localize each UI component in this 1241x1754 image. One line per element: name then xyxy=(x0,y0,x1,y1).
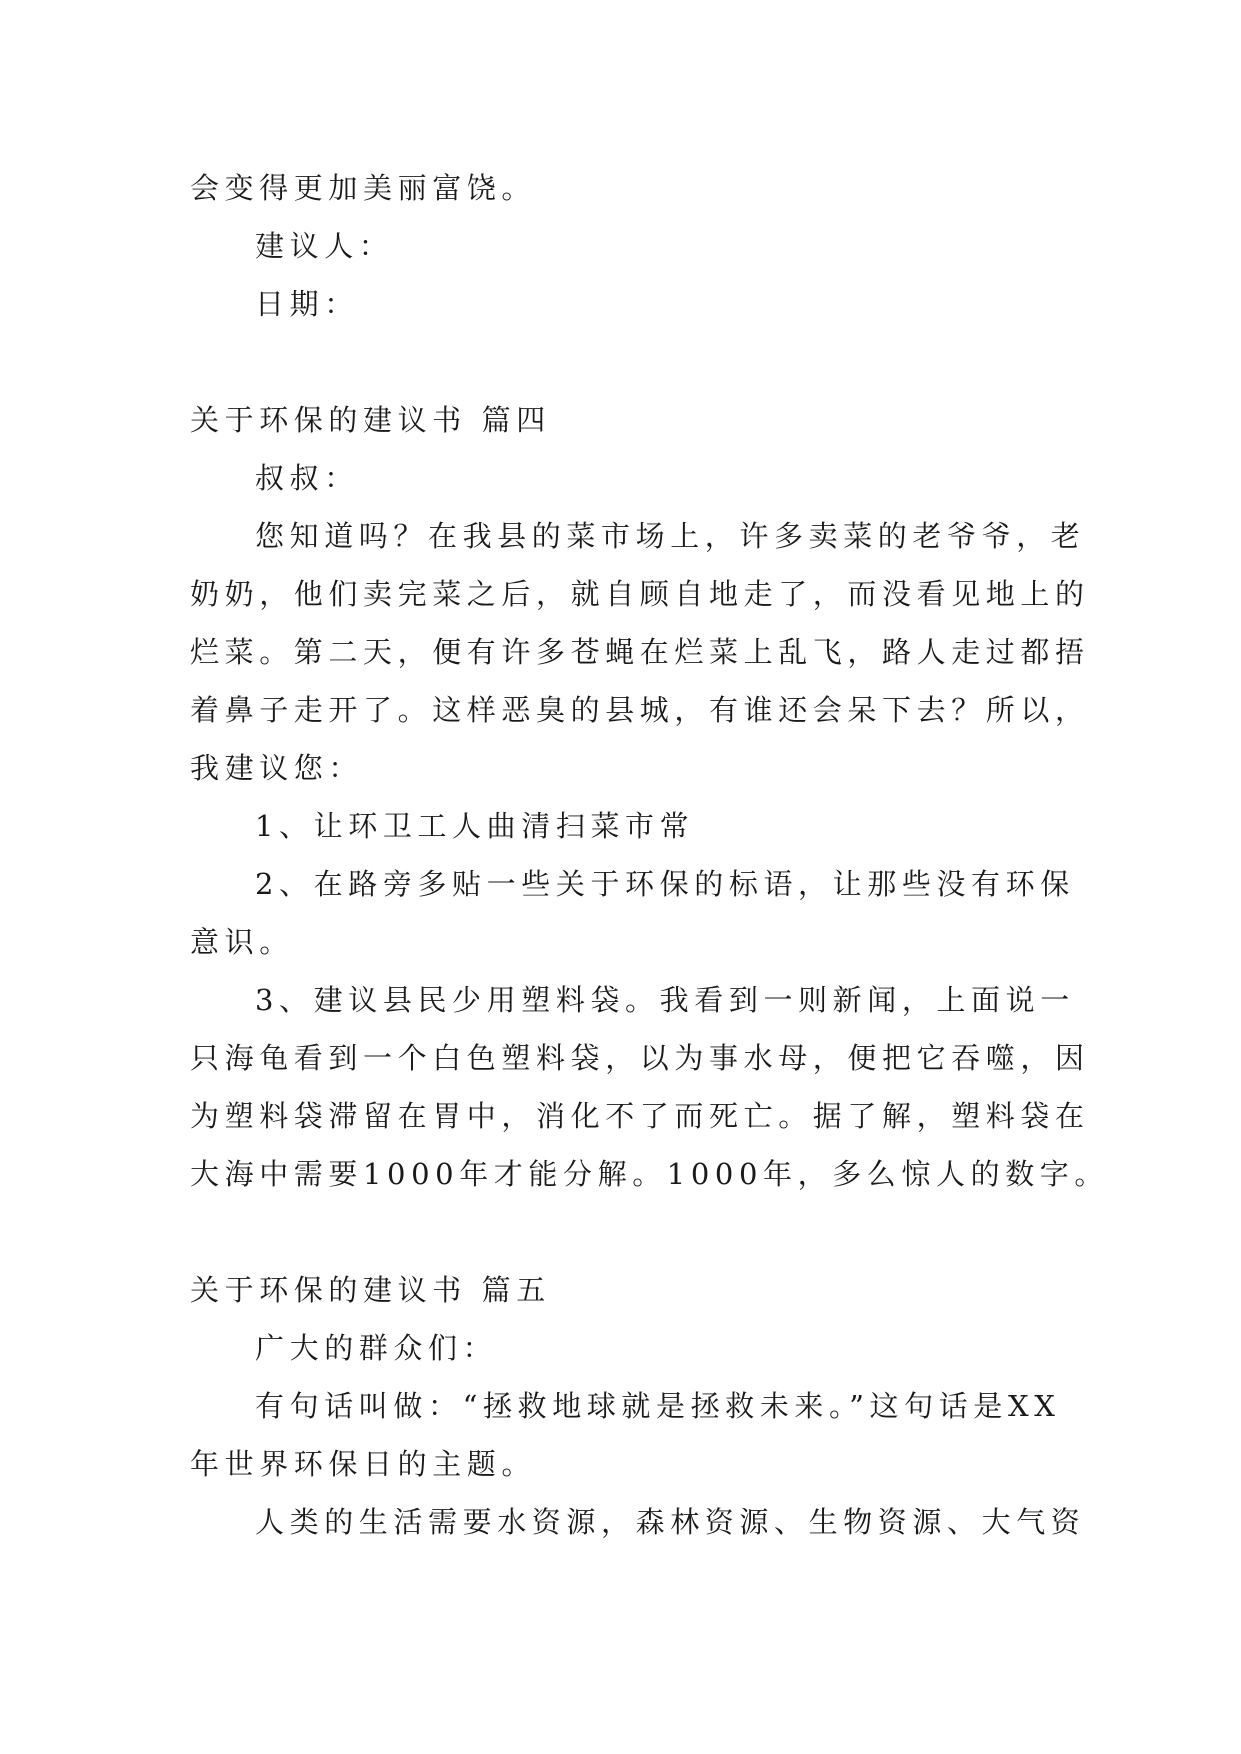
paragraph-line: 着鼻子走开了。这样恶臭的县城，有谁还会呆下去？所以， xyxy=(190,693,1090,727)
paragraph-line: 只海龟看到一个白色塑料袋，以为事水母，便把它吞噬，因 xyxy=(190,1041,1090,1075)
paragraph-line: 有句话叫做：“拯救地球就是拯救未来。”这句话是XX xyxy=(255,1389,1061,1423)
salutation: 叔叔： xyxy=(255,461,359,495)
list-item-3: 3、建议县民少用塑料袋。我看到一则新闻，上面说一 xyxy=(255,983,1075,1017)
section-heading-5: 关于环保的建议书 篇五 xyxy=(190,1273,551,1307)
date-label: 日期： xyxy=(255,287,359,321)
paragraph-line: 意识。 xyxy=(190,925,294,959)
paragraph-line: 奶奶，他们卖完菜之后，就自顾自地走了，而没看见地上的 xyxy=(190,577,1090,611)
paragraph-line: 年世界环保日的主题。 xyxy=(190,1447,537,1481)
paragraph-line: 大海中需要1000年才能分解。1000年，多么惊人的数字。 xyxy=(190,1157,1110,1191)
paragraph-line: 您知道吗？在我县的菜市场上，许多卖菜的老爷爷，老 xyxy=(255,519,1086,553)
list-item-2: 2、在路旁多贴一些关于环保的标语，让那些没有环保 xyxy=(255,867,1075,901)
paragraph-line: 我建议您： xyxy=(190,751,364,785)
salutation: 广大的群众们： xyxy=(255,1331,498,1365)
paragraph-line: 人类的生活需要水资源，森林资源、生物资源、大气资 xyxy=(255,1505,1086,1539)
paragraph-line: 烂菜。第二天，便有许多苍蝇在烂菜上乱飞，路人走过都捂 xyxy=(190,635,1090,669)
paragraph-line: 为塑料袋滞留在胃中，消化不了而死亡。据了解，塑料袋在 xyxy=(190,1099,1090,1133)
section-heading-4: 关于环保的建议书 篇四 xyxy=(190,403,551,437)
list-item-1: 1、让环卫工人曲清扫菜市常 xyxy=(255,809,695,843)
signer-label: 建议人： xyxy=(255,229,394,263)
paragraph-line: 会变得更加美丽富饶。 xyxy=(190,171,537,205)
